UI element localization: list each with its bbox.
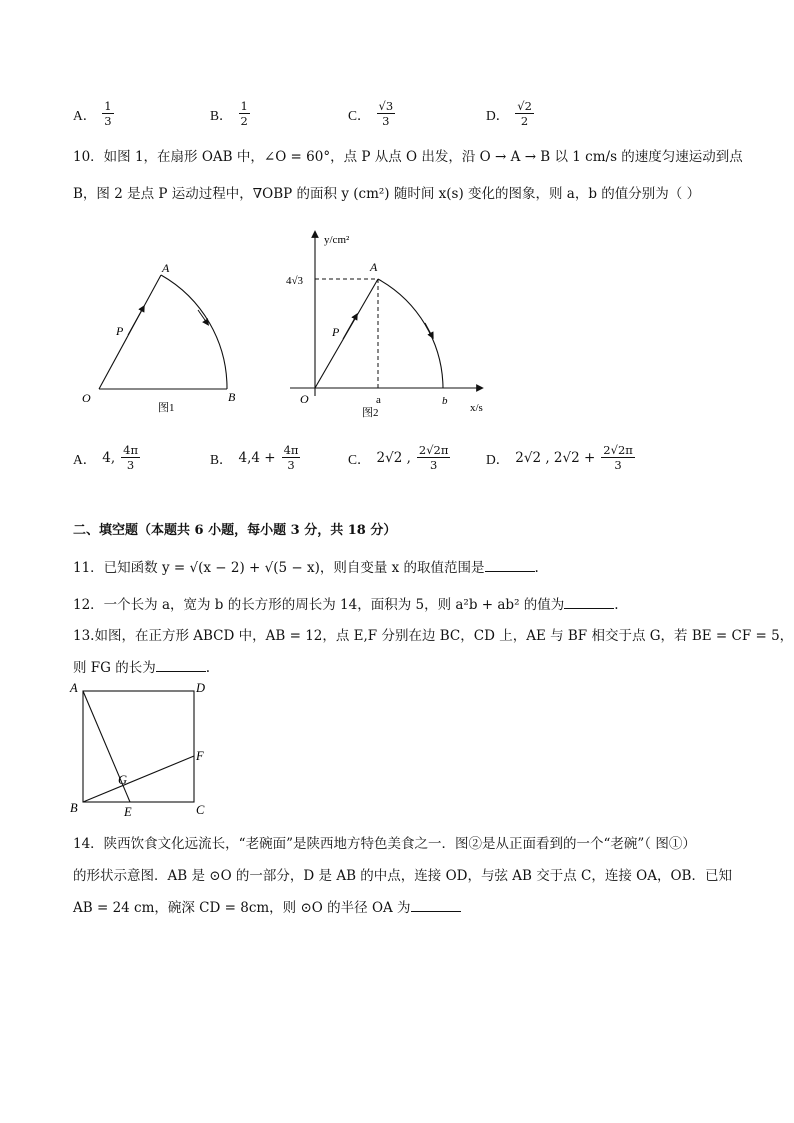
fraction	[417, 444, 451, 471]
q9-option-b	[210, 100, 250, 127]
label-p: P	[332, 325, 340, 339]
label-o: O	[82, 391, 91, 405]
q12-end: .	[614, 597, 619, 613]
square-abcd	[83, 691, 194, 802]
denominator: 3	[429, 458, 438, 473]
option-text: 2√2 , 2√2 +	[515, 449, 596, 466]
q10-option-b	[210, 444, 300, 471]
denominator: 3	[104, 114, 112, 129]
q13-line-2	[73, 656, 210, 676]
numerator: 4π	[123, 443, 139, 457]
option-label: D．	[486, 451, 510, 467]
q10-option-a	[73, 444, 140, 471]
q14-line-3	[73, 896, 461, 916]
fraction	[121, 444, 140, 471]
arrow-p	[128, 308, 143, 335]
q9-option-c	[348, 100, 395, 127]
label-p: P	[116, 324, 124, 338]
numerator: √2	[517, 99, 532, 113]
q11-end: .	[534, 560, 539, 576]
q9-option-a	[73, 100, 114, 127]
figure-2-caption: 图2	[362, 407, 379, 419]
q13-end: .	[205, 660, 211, 676]
fraction	[377, 100, 396, 127]
q9-option-d	[486, 100, 534, 127]
denominator: 3	[614, 458, 622, 473]
y-axis-label: y/cm²	[324, 234, 350, 246]
label-a: A	[162, 261, 170, 275]
denominator: 3	[126, 458, 135, 473]
denominator: 3	[382, 114, 390, 129]
q14-line-2: 的形状示意图．AB 是 ⊙O 的一部分，D 是 AB 的中点，连接 OD，与弦 AB 交于点 C，连接 OA，OB．已知	[73, 868, 732, 884]
arrow-p	[343, 316, 356, 339]
numerator: √3	[378, 99, 394, 113]
numerator: 2√2π	[418, 443, 449, 457]
label-b: B	[70, 801, 78, 815]
answer-blank[interactable]	[564, 596, 614, 609]
option-label: C．	[348, 107, 371, 123]
q12-line	[73, 593, 619, 613]
q10-line-2: B，图 2 是点 P 运动过程中，∇OBP 的面积 y (cm²) 随时间 x(s) 变化的图象，则 a，b 的值分别为（ ）	[73, 186, 701, 202]
q10-option-c	[348, 444, 450, 471]
numerator: 2√2π	[603, 443, 633, 457]
arrow-arc	[425, 323, 432, 336]
q13-figure	[66, 680, 216, 820]
denominator: 3	[287, 458, 295, 473]
fraction	[282, 444, 301, 471]
answer-blank[interactable]	[156, 659, 206, 672]
numerator: 1	[104, 99, 112, 113]
q13-text: 则 FG 的长为	[73, 660, 156, 676]
fraction	[102, 100, 113, 127]
answer-blank[interactable]	[485, 559, 535, 572]
q14-text: AB = 24 cm，碗深 CD = 8cm，则 ⊙O 的半径 OA 为	[73, 900, 411, 916]
option-label: A．	[73, 451, 97, 467]
q10-figure-2	[282, 226, 492, 422]
label-a: A	[370, 260, 378, 274]
q13-line-1: 13.如图，在正方形 ABCD 中，AB = 12，点 E,F 分别在边 BC，CD 上，AE 与 BF 相交于点 G，若 BE = CF = 5，	[73, 628, 794, 644]
label-g: G	[118, 773, 128, 787]
numerator: 1	[240, 99, 248, 113]
y-tick-label: 4√3	[286, 275, 304, 287]
option-label: B．	[210, 107, 233, 123]
option-label: A．	[73, 107, 97, 123]
fraction	[515, 100, 534, 127]
option-text: 4,4 +	[238, 449, 276, 466]
label-b: B	[228, 390, 236, 404]
q10-figure-1	[70, 245, 270, 415]
option-text: 2√2 ,	[376, 449, 411, 466]
segment-bf	[83, 756, 194, 802]
arc-ab	[378, 279, 443, 388]
label-tick-a: a	[376, 394, 381, 406]
option-text: 4,	[102, 449, 116, 466]
arc-ab	[161, 275, 227, 389]
answer-blank[interactable]	[411, 899, 461, 912]
label-d: D	[196, 681, 206, 695]
fraction	[239, 100, 250, 127]
q11-text: 11．已知函数 y = √(x − 2) + √(5 − x)，则自变量 x 的取值范围是	[73, 560, 485, 576]
q10-line-1: 10．如图 1，在扇形 OAB 中，∠O = 60°，点 P 从点 O 出发，沿 O → A → B 以 1 cm/s 的速度匀速运动到点	[73, 149, 743, 165]
label-f: F	[196, 749, 204, 763]
q11-line	[73, 556, 539, 576]
denominator: 2	[520, 114, 529, 129]
label-c: C	[196, 803, 205, 817]
option-label: C．	[348, 451, 371, 467]
fraction	[601, 444, 635, 471]
section-fill-in-title: 二、填空题（本题共 6 小题，每小题 3 分，共 18 分）	[73, 523, 397, 538]
figure-1-caption: 图1	[158, 402, 175, 414]
label-a: A	[70, 681, 78, 695]
q14-line-1: 14．陕西饮食文化远流长，“老碗面”是陕西地方特色美食之一．图②是从正面看到的一个“老碗”（ 图①）	[73, 836, 696, 852]
denominator: 2	[240, 114, 248, 129]
q10-option-d	[486, 444, 635, 471]
q12-text: 12．一个长为 a，宽为 b 的长方形的周长为 14，面积为 5，则 a²b + ab² 的值为	[73, 597, 565, 613]
label-tick-b: b	[442, 395, 448, 407]
x-axis-label: x/s	[470, 402, 483, 414]
option-label: B．	[210, 451, 233, 467]
numerator: 4π	[283, 443, 299, 457]
label-e: E	[124, 805, 132, 819]
option-label: D．	[486, 107, 510, 123]
label-o: O	[300, 392, 309, 406]
